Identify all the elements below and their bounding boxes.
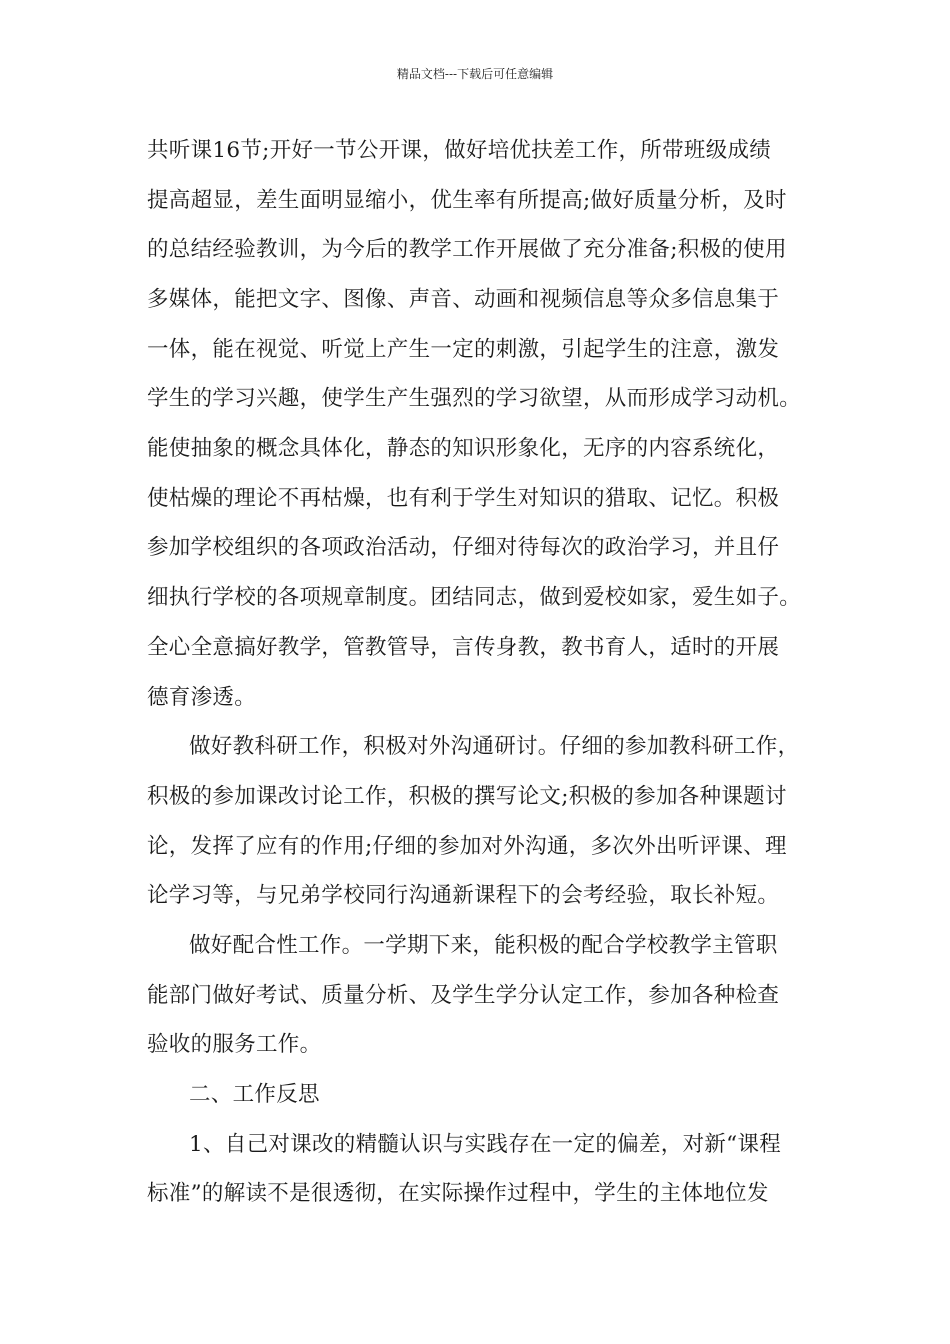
body-line: 论学习等，与兄弟学校同行沟通新课程下的会考经验，取长补短。 xyxy=(147,883,780,908)
body-line: 学生的学习兴趣，使学生产生强烈的学习欲望，从而形成学习动机。 xyxy=(147,386,802,411)
section-heading: 二、工作反思 xyxy=(189,1082,320,1107)
body-line: 标准”的解读不是很透彻，在实际操作过程中，学生的主体地位发 xyxy=(147,1181,769,1206)
body-line: 提高超显，差生面明显缩小，优生率有所提高;做好质量分析，及时 xyxy=(147,188,787,213)
body-line: 共听课16节;开好一节公开课，做好培优扶差工作，所带班级成绩 xyxy=(147,138,772,163)
body-line: 论，发挥了应有的作用;仔细的参加对外沟通，多次外出听评课、理 xyxy=(147,834,787,859)
body-line: 多媒体，能把文字、图像、声音、动画和视频信息等众多信息集于 xyxy=(147,287,780,312)
body-line: 参加学校组织的各项政治活动，仔细对待每次的政治学习，并且仔 xyxy=(147,535,780,560)
body-line: 能部门做好考试、质量分析、及学生学分认定工作，参加各种检查 xyxy=(147,983,780,1008)
body-line: 验收的服务工作。 xyxy=(147,1032,322,1057)
body-line: 使枯燥的理论不再枯燥，也有利于学生对知识的猎取、记忆。积极 xyxy=(147,486,780,511)
body-line: 细执行学校的各项规章制度。团结同志，做到爱校如家，爱生如子。 xyxy=(147,585,802,610)
body-line: 能使抽象的概念具体化，静态的知识形象化，无序的内容系统化， xyxy=(147,436,780,461)
body-line: 积极的参加课改讨论工作，积极的撰写论文;积极的参加各种课题讨 xyxy=(147,784,787,809)
body-line: 德育渗透。 xyxy=(147,685,257,710)
body-line: 全心全意搞好教学，管教管导，言传身教，教书育人，适时的开展 xyxy=(147,635,780,660)
paragraph-first-line: 做好配合性工作。一学期下来，能积极的配合学校教学主管职 xyxy=(189,933,778,958)
paragraph-first-line: 1、自己对课改的精髓认识与实践存在一定的偏差，对新“课程 xyxy=(189,1132,782,1157)
page-header: 精品文档---下载后可任意编辑 xyxy=(396,67,554,81)
body-line: 一体，能在视觉、听觉上产生一定的刺激，引起学生的注意，激发 xyxy=(147,337,780,362)
paragraph-first-line: 做好教科研工作，积极对外沟通研讨。仔细的参加教科研工作， xyxy=(189,734,800,759)
body-line: 的总结经验教训，为今后的教学工作开展做了充分准备;积极的使用 xyxy=(147,237,787,262)
